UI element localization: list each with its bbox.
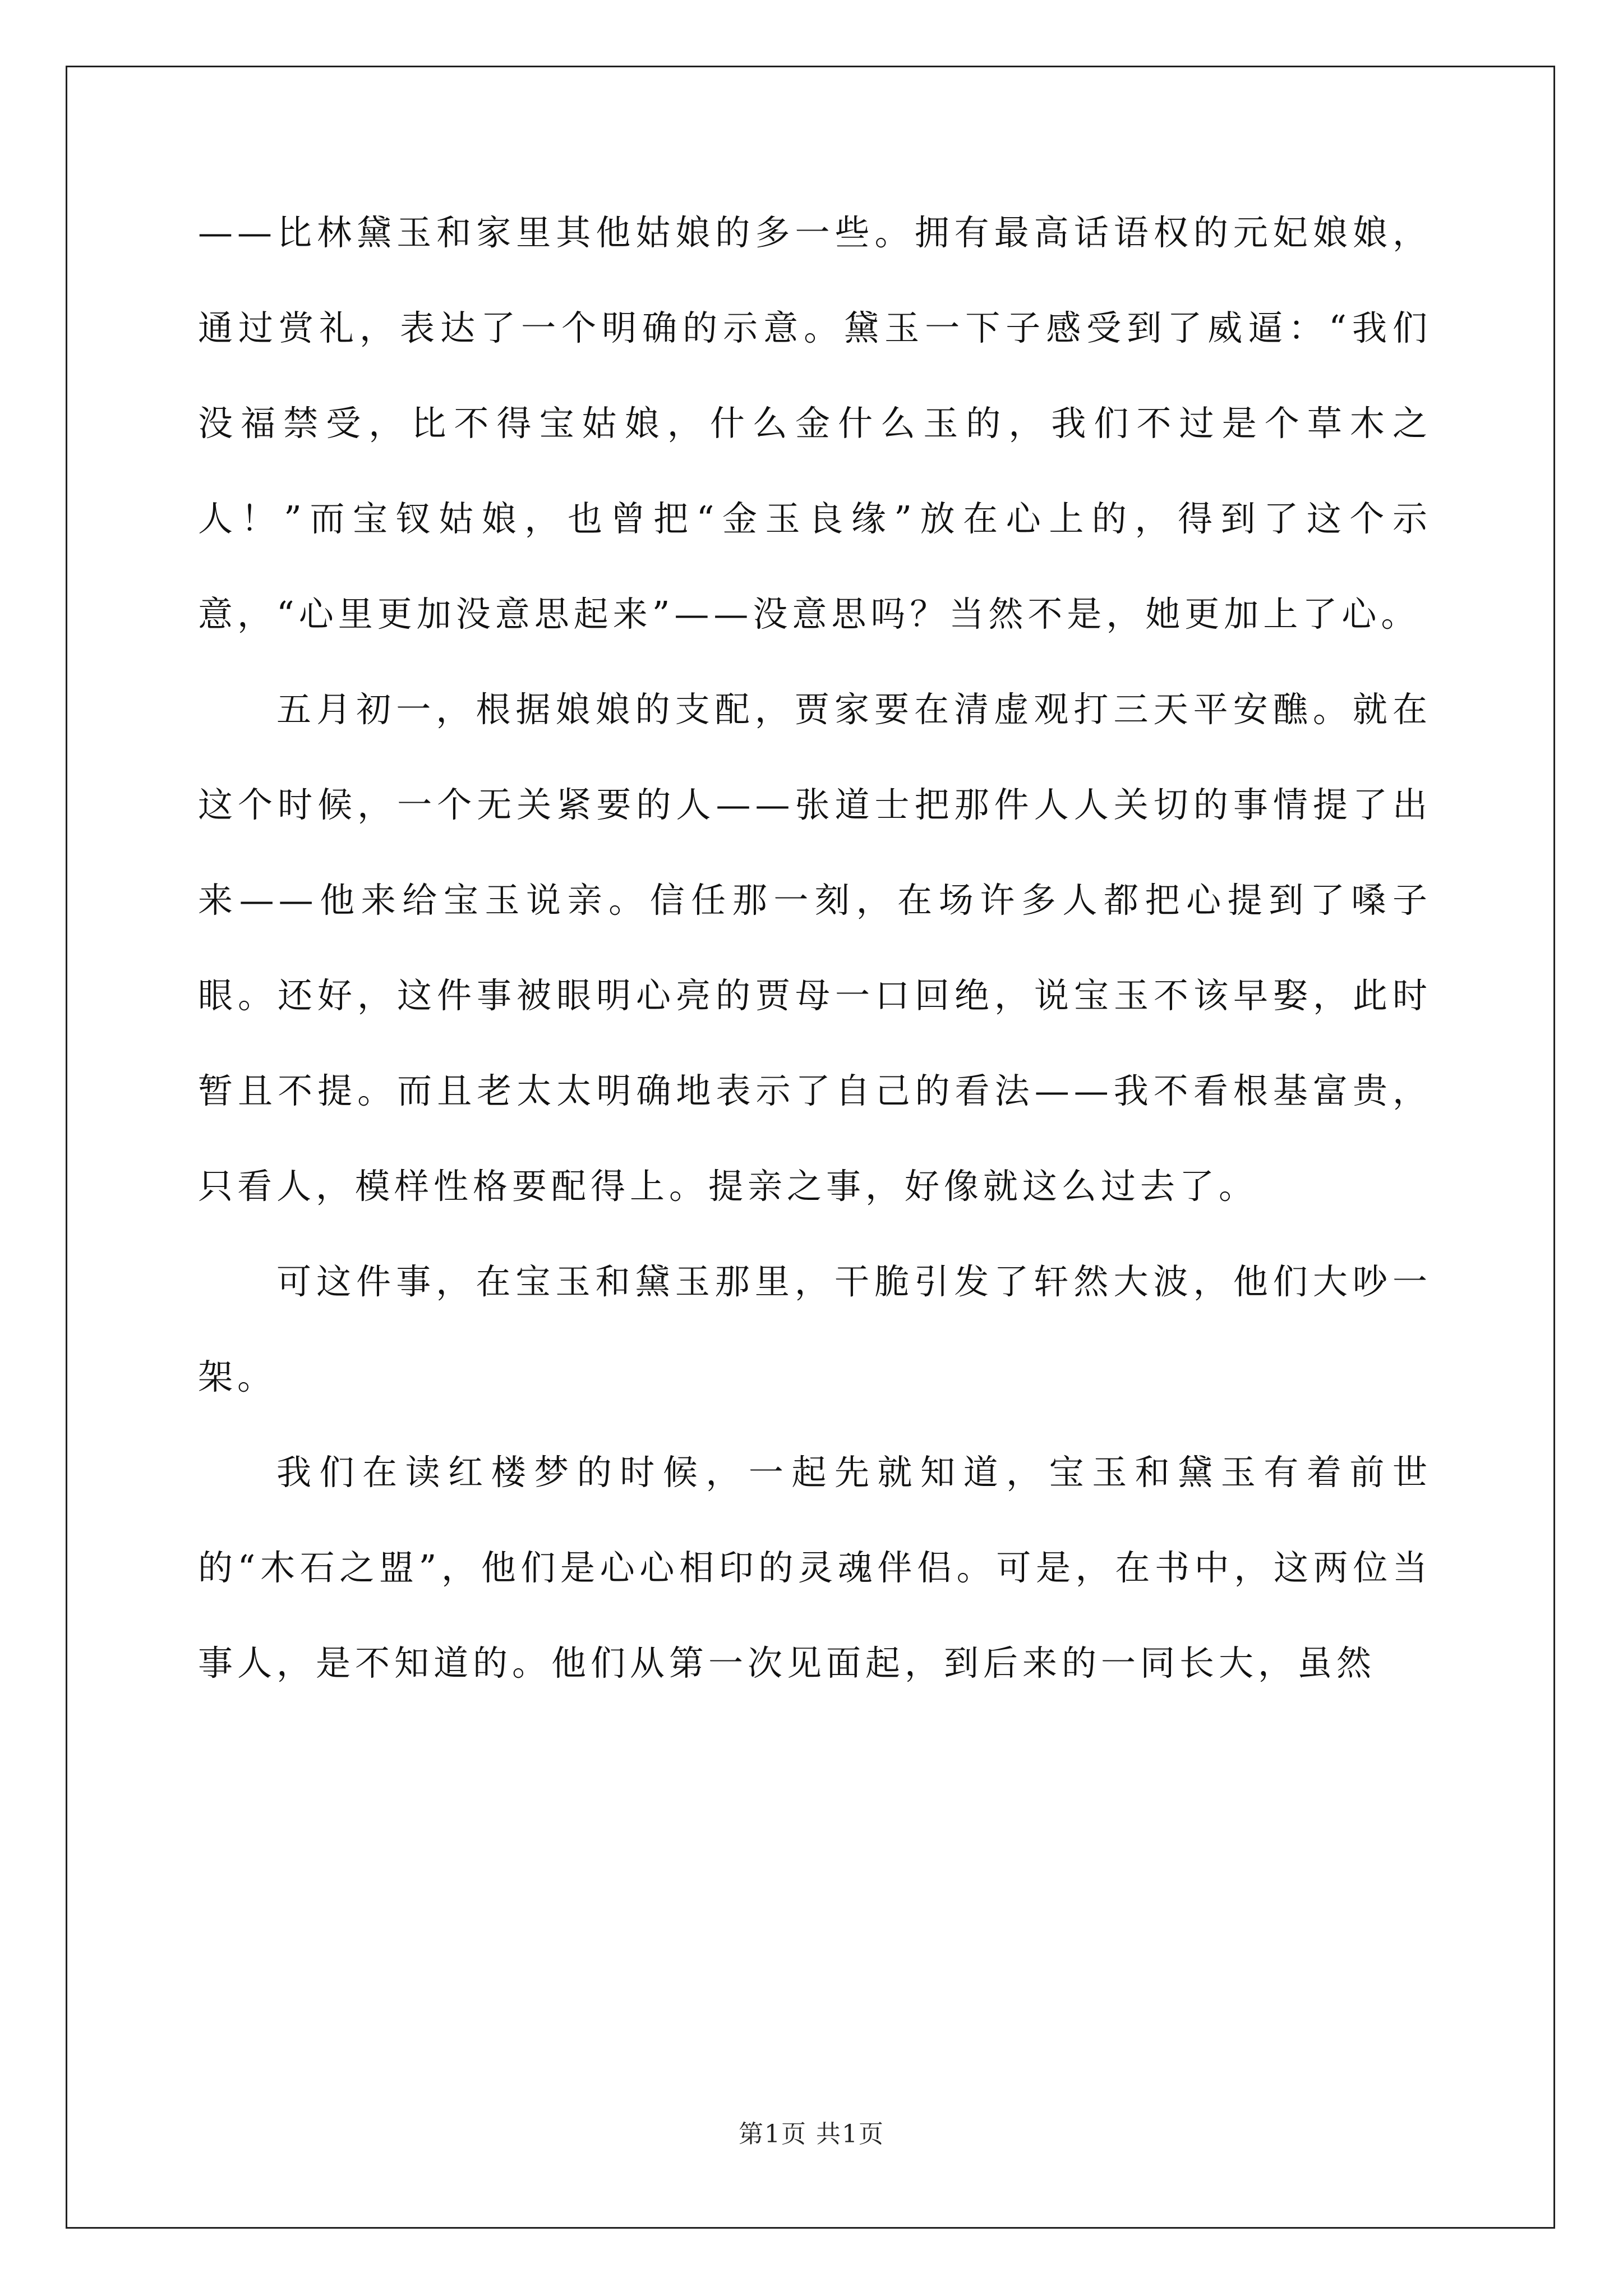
paragraph-1: ——比林黛玉和家里其他姑娘的多一些。拥有最高话语权的元妃娘娘，通过赏礼，表达了一个明确的示意。黛玉一下子感受到了威逼：“我们没福禁受，比不得宝姑娘，什么金什么玉的，我们不过是个草木之人！”而宝钗姑娘，也曾把“金玉良缘”放在心上的，得到了这个示意，“心里更加没意思起来”——没意思吗？当然不是，她更加上了心。 <box>198 212 1432 634</box>
document-body <box>198 185 1432 1711</box>
paragraph-4: 我们在读红楼梦的时候，一起先就知道，宝玉和黛玉有着前世的“木石之盟”，他们是心心相印的灵魂伴侣。可是，在书中，这两位当事人，是不知道的。他们从第一次见面起，到后来的一同长大，虽然 <box>198 1452 1432 1683</box>
paragraph-2: 五月初一，根据娘娘的支配，贾家要在清虚观打三天平安醮。就在这个时候，一个无关紧要的人——张道士把那件人人关切的事情提了出来——他来给宝玉说亲。信任那一刻，在场许多人都把心提到了嗓子眼。还好，这件事被眼明心亮的贾母一口回绝，说宝玉不该早娶，此时暂且不提。而且老太太明确地表示了自己的看法——我不看根基富贵，只看人，模样性格要配得上。提亲之事，好像就这么过去了。 <box>198 689 1432 1207</box>
page-footer: 第1页 共1页 <box>739 2120 884 2148</box>
paragraph-3: 可这件事，在宝玉和黛玉那里，干脆引发了轩然大波，他们大吵一架。 <box>198 1261 1432 1397</box>
